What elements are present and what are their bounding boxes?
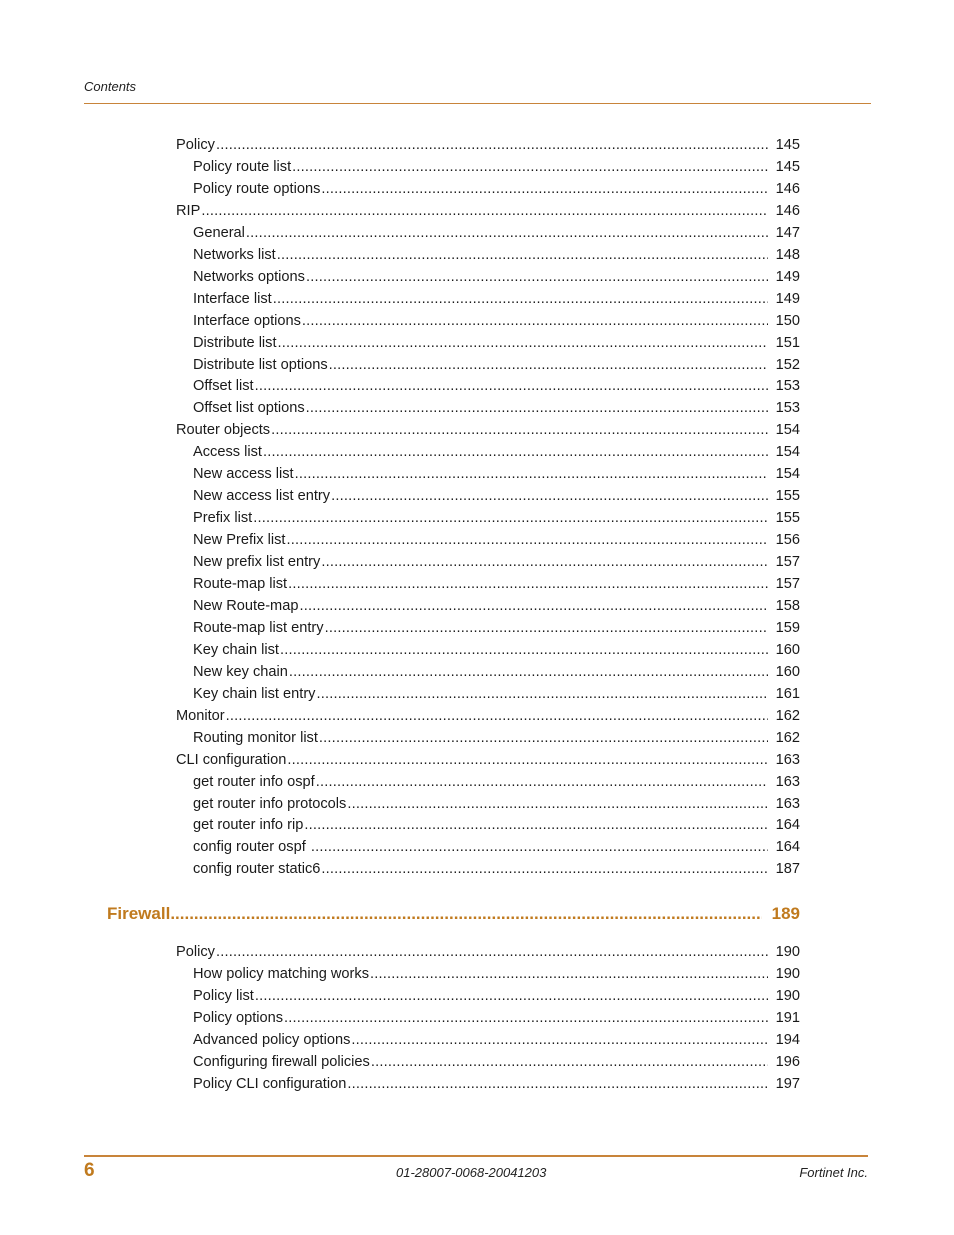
toc-entry-title: Distribute list options xyxy=(193,356,328,373)
toc-entry-title: New access list entry xyxy=(193,488,331,505)
dot-leader xyxy=(302,310,768,332)
toc-entry-title: Policy route list xyxy=(193,158,292,175)
dot-leader xyxy=(216,941,768,963)
toc-entry-page: 158 xyxy=(775,597,800,614)
toc-entry-page: 191 xyxy=(775,1010,800,1026)
toc-entry-title: Networks list xyxy=(193,246,276,263)
toc-entry-title: Policy route options xyxy=(193,180,321,197)
dot-leader xyxy=(295,463,768,485)
toc-entry-title: get router info protocols xyxy=(193,795,347,812)
running-header: Contents xyxy=(84,79,137,94)
toc-entry-title: Policy CLI configuration xyxy=(193,1076,347,1092)
toc-entry-title: New key chain xyxy=(193,663,288,680)
dot-leader xyxy=(292,156,768,178)
dot-leader xyxy=(321,551,768,573)
toc-entry[interactable] xyxy=(193,397,800,419)
toc-entry-title: Policy options xyxy=(193,1010,284,1026)
toc-entry[interactable] xyxy=(193,551,800,573)
toc-entry[interactable] xyxy=(193,354,800,376)
dot-leader xyxy=(273,288,768,310)
toc-entry-page: 157 xyxy=(775,554,800,571)
toc-entry-page: 149 xyxy=(775,290,800,307)
toc-entry-title: Prefix list xyxy=(193,510,253,527)
toc-entry-page: 146 xyxy=(775,202,800,219)
toc-entry-page: 145 xyxy=(775,158,800,175)
dot-leader xyxy=(216,134,768,156)
toc-entry-page: 194 xyxy=(775,1032,800,1048)
toc-entry[interactable] xyxy=(193,310,800,332)
toc-entry-page: 190 xyxy=(775,966,800,982)
toc-entry[interactable] xyxy=(193,639,800,661)
dot-leader xyxy=(271,419,768,441)
dot-leader xyxy=(277,244,768,266)
dot-leader xyxy=(306,397,768,419)
toc-entry-page: 162 xyxy=(775,707,800,724)
toc-entry[interactable] xyxy=(193,771,800,793)
toc-entry[interactable] xyxy=(193,617,800,639)
toc-entry-page: 154 xyxy=(775,444,800,461)
toc-entry-title: config router static6 xyxy=(193,861,321,878)
toc-entry-page: 157 xyxy=(775,576,800,592)
dot-leader xyxy=(351,1029,768,1051)
toc-entry-title: Route-map list xyxy=(193,576,288,592)
toc-entry[interactable] xyxy=(193,661,800,683)
dot-leader xyxy=(321,178,768,200)
toc-entry-title: Policy list xyxy=(193,988,254,1004)
dot-leader xyxy=(331,485,768,507)
toc-entry-page: 163 xyxy=(775,773,800,790)
toc-entry[interactable] xyxy=(193,963,800,985)
toc-entry-page: 196 xyxy=(775,1054,800,1070)
toc-entry-page: 161 xyxy=(775,685,800,702)
toc-entry[interactable] xyxy=(193,266,800,288)
toc-entry[interactable] xyxy=(193,529,800,551)
dot-leader xyxy=(284,1007,768,1029)
toc-entry-title: Access list xyxy=(193,444,262,461)
toc-entry-page: 154 xyxy=(775,466,800,483)
toc-entry-title: Advanced policy options xyxy=(193,1032,351,1048)
toc-entry[interactable] xyxy=(193,985,800,1007)
toc-entry-title: Distribute list xyxy=(193,334,277,351)
toc-entry-title: How policy matching works xyxy=(193,966,369,982)
dot-leader xyxy=(280,639,768,661)
toc-entry-page: 153 xyxy=(775,400,800,417)
toc-entry[interactable] xyxy=(176,941,800,963)
dot-leader xyxy=(255,985,768,1007)
footer-company: Fortinet Inc. xyxy=(799,1165,868,1180)
toc-entry[interactable] xyxy=(193,244,800,266)
toc-entry[interactable] xyxy=(193,1073,800,1095)
toc-entry-page: 147 xyxy=(775,224,800,241)
dot-leader xyxy=(289,661,768,683)
toc-entry-title: Monitor xyxy=(176,707,225,724)
toc-entry[interactable] xyxy=(193,463,800,485)
toc-entry-title: New prefix list entry xyxy=(193,554,321,571)
toc-entry-page: 150 xyxy=(775,312,800,329)
toc-entry[interactable] xyxy=(193,178,800,200)
toc-entry-page: 187 xyxy=(775,861,800,878)
toc-entry[interactable] xyxy=(193,222,800,244)
toc-entry[interactable] xyxy=(176,705,800,727)
toc-entry-page: 151 xyxy=(775,334,800,351)
toc-entry[interactable] xyxy=(193,836,800,858)
dot-leader xyxy=(287,749,768,771)
toc-entry[interactable] xyxy=(193,573,800,595)
dot-leader xyxy=(325,617,768,639)
toc-entry-title: Router objects xyxy=(176,422,271,439)
toc-entry-page: 190 xyxy=(775,944,800,960)
toc-entry[interactable] xyxy=(176,749,800,771)
toc-entry[interactable] xyxy=(193,814,800,836)
toc-entry-title: Interface options xyxy=(193,312,301,329)
toc-entry[interactable] xyxy=(193,507,800,529)
footer-doc-id: 01-28007-0068-20041203 xyxy=(396,1165,547,1180)
toc-entry-page: 155 xyxy=(775,510,800,527)
toc-entry-page: 163 xyxy=(775,795,800,812)
toc-entry[interactable] xyxy=(193,1051,800,1073)
toc-entry[interactable] xyxy=(193,595,800,617)
toc-entry-page: 149 xyxy=(775,268,800,285)
toc-entry-title: get router info ospf xyxy=(193,773,315,790)
toc-entry-page: 160 xyxy=(775,663,800,680)
dot-leader xyxy=(370,963,768,985)
toc-entry[interactable] xyxy=(176,134,800,156)
toc-entry[interactable] xyxy=(193,1029,800,1051)
footer-page-number: 6 xyxy=(84,1160,95,1181)
dot-leader xyxy=(347,1073,768,1095)
chapter-title: Firewall xyxy=(107,904,171,923)
toc-entry-title: Networks options xyxy=(193,268,305,285)
dot-leader xyxy=(253,507,768,529)
dot-leader xyxy=(299,595,768,617)
dot-leader xyxy=(226,705,768,727)
dot-leader xyxy=(321,858,768,880)
dot-leader xyxy=(263,441,768,463)
dot-leader xyxy=(286,529,768,551)
dot-leader xyxy=(170,902,761,926)
dot-leader xyxy=(347,793,768,815)
toc-entry-title: General xyxy=(193,224,245,241)
toc-entry-page: 197 xyxy=(775,1076,800,1092)
toc-entry-page: 155 xyxy=(775,488,800,505)
toc-entry-page: 190 xyxy=(775,988,800,1004)
toc-chapter-firewall[interactable] xyxy=(107,902,800,926)
toc-entry-page: 164 xyxy=(775,817,800,834)
dot-leader xyxy=(201,200,768,222)
toc-entry[interactable] xyxy=(193,288,800,310)
toc-entry-title: New access list xyxy=(193,466,294,483)
toc-entry-title: New Route-map xyxy=(193,597,299,614)
toc-entry-page: 152 xyxy=(775,356,800,373)
toc-entry-title: config router ospf xyxy=(193,839,310,856)
toc-entry[interactable] xyxy=(193,858,800,880)
toc-entry-title: Key chain list xyxy=(193,641,279,658)
dot-leader xyxy=(311,836,768,858)
toc-entry-page: 153 xyxy=(775,378,800,395)
toc-entry-page: 164 xyxy=(775,839,800,856)
toc-entry[interactable] xyxy=(193,793,800,815)
toc-entry-page: 145 xyxy=(775,137,800,153)
dot-leader xyxy=(329,354,768,376)
toc-entry-title: Offset list options xyxy=(193,400,305,417)
dot-leader xyxy=(316,683,768,705)
toc-entry-title: CLI configuration xyxy=(176,751,287,768)
toc-entry-page: 148 xyxy=(775,246,800,263)
dot-leader xyxy=(246,222,768,244)
toc-entry-title: Interface list xyxy=(193,290,272,307)
toc-entry[interactable] xyxy=(193,1007,800,1029)
toc-entry[interactable] xyxy=(193,332,800,354)
toc-entry-title: RIP xyxy=(176,202,201,219)
dot-leader xyxy=(306,266,768,288)
toc-entry-title: Policy xyxy=(176,944,215,960)
toc-entry-page: 156 xyxy=(775,532,800,549)
toc-entry[interactable] xyxy=(193,441,800,463)
toc-entry-page: 146 xyxy=(775,180,800,197)
toc-entry-page: 154 xyxy=(775,422,800,439)
dot-leader xyxy=(304,814,768,836)
toc-entry[interactable] xyxy=(193,156,800,178)
toc-entry-title: Configuring firewall policies xyxy=(193,1054,370,1070)
toc-entry[interactable] xyxy=(193,683,800,705)
toc-entry-title: Routing monitor list xyxy=(193,729,318,746)
toc-entry[interactable] xyxy=(193,375,800,397)
dot-leader xyxy=(371,1051,768,1073)
toc-entry[interactable] xyxy=(176,419,800,441)
header-rule xyxy=(84,103,871,104)
toc-entry-page: 159 xyxy=(775,619,800,636)
toc-entry-page: 163 xyxy=(775,751,800,768)
dot-leader xyxy=(288,573,768,595)
toc-entry[interactable] xyxy=(193,485,800,507)
toc-entry-title: Route-map list entry xyxy=(193,619,324,636)
dot-leader xyxy=(255,375,768,397)
toc-entry-title: Policy xyxy=(176,137,215,153)
dot-leader xyxy=(316,771,768,793)
dot-leader xyxy=(319,727,768,749)
footer-rule xyxy=(84,1155,868,1157)
toc-entry[interactable] xyxy=(193,727,800,749)
toc-entry[interactable] xyxy=(176,200,800,222)
toc-entry-title: New Prefix list xyxy=(193,532,286,549)
chapter-page: 189 xyxy=(771,904,800,923)
toc-entry-title: Offset list xyxy=(193,378,254,395)
toc-entry-title: get router info rip xyxy=(193,817,304,834)
toc-entry-title: Key chain list entry xyxy=(193,685,316,702)
toc-entry-page: 160 xyxy=(775,641,800,658)
dot-leader xyxy=(278,332,768,354)
toc-entry-page: 162 xyxy=(775,729,800,746)
